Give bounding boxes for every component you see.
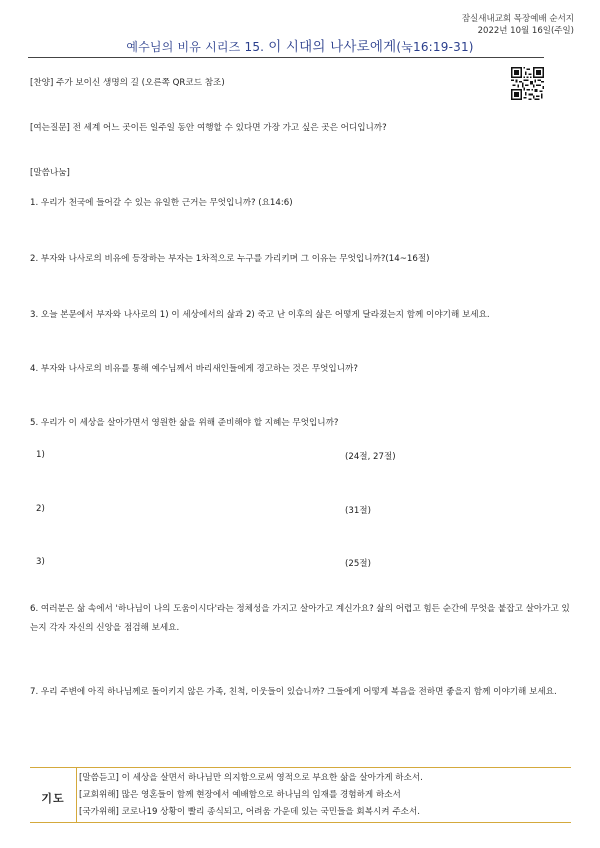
question-6: 6. 여러분은 삶 속에서 '하나님이 나의 도움이시다'라는 정체성을 가지고 살아가고 계신가요? 삶의 어렵고 힘든 순간에 무엇을 붙잡고 살아가고 있는지 각자 자신의 신앙을 점검해 보세요. (30, 604, 570, 633)
sharing-heading: [말씀나눔] (30, 168, 70, 178)
prayer-item-word: [말씀듣고] 이 세상을 살면서 하나님만 의지함으로써 영적으로 부요한 삶을 살아가게 하소서. (79, 773, 423, 783)
page-title (0, 35, 600, 55)
question-1: 1. 우리가 천국에 들어갈 수 있는 유일한 근거는 무엇입니까? (요14:6) (30, 198, 293, 208)
prayer-bottom-border (30, 822, 571, 823)
sub-item-3-number: 3) (36, 557, 45, 567)
prayer-label: 기도 (41, 792, 65, 805)
title-ref: (눅16:19-31) (396, 40, 474, 54)
opening-question: [여는질문] 전 세계 어느 곳이든 일주일 동안 여행할 수 있다면 가장 가고 싶은 곳은 어디입니까? (30, 123, 387, 133)
service-date: 2022년 10월 16일(주일) (477, 26, 574, 36)
question-5: 5. 우리가 이 세상을 살아가면서 영원한 삶을 위해 준비해야 할 지혜는 무엇입니까? (30, 418, 339, 428)
sub-item-1-number: 1) (36, 450, 45, 460)
question-4: 4. 부자와 나사로의 비유를 통해 예수님께서 바리새인들에게 경고하는 것은 무엇입니까? (30, 364, 358, 374)
praise-line: [찬양] 주가 보이신 생명의 길 (오른쪽 QR코드 참조) (30, 78, 225, 88)
sub-item-2-number: 2) (36, 504, 45, 514)
prayer-item-church: [교회위해] 많은 영혼들이 함께 현장에서 예배함으로 하나님의 임재를 경험하게 하소서 (79, 790, 401, 800)
qr-code-icon[interactable] (511, 67, 544, 100)
sub-item-1-ref: (24절, 27절) (345, 452, 396, 462)
prayer-item-nation: [국가위해] 코로나19 상황이 빨리 종식되고, 어려움 가운데 있는 국민들을 회복시켜 주소서. (79, 807, 420, 817)
title-divider (28, 57, 544, 58)
question-2: 2. 부자와 나사로의 비유에 등장하는 부자는 1차적으로 누구를 가리키며 그 이유는 무엇입니까?(14~16절) (30, 254, 430, 264)
question-3: 3. 오늘 본문에서 부자와 나사로의 1) 이 세상에서의 삶과 2) 죽고 난 이후의 삶은 어떻게 달라졌는지 함께 이야기해 보세요. (30, 310, 490, 320)
prayer-divider (76, 768, 77, 822)
church-name: 잠실새내교회 목장예배 순서지 (461, 14, 574, 24)
sub-item-3-ref: (25절) (345, 559, 371, 569)
question-7: 7. 우리 주변에 아직 하나님께로 돌이키지 않은 가족, 친척, 이웃들이 있습니까? 그들에게 어떻게 복음을 전하면 좋을지 함께 이야기해 보세요. (30, 687, 557, 697)
title-series: 예수님의 비유 시리즈 15. (126, 40, 265, 54)
title-main: 이 시대의 나사로에게 (268, 39, 397, 55)
prayer-top-border (30, 767, 571, 768)
sub-item-2-ref: (31절) (345, 506, 371, 516)
